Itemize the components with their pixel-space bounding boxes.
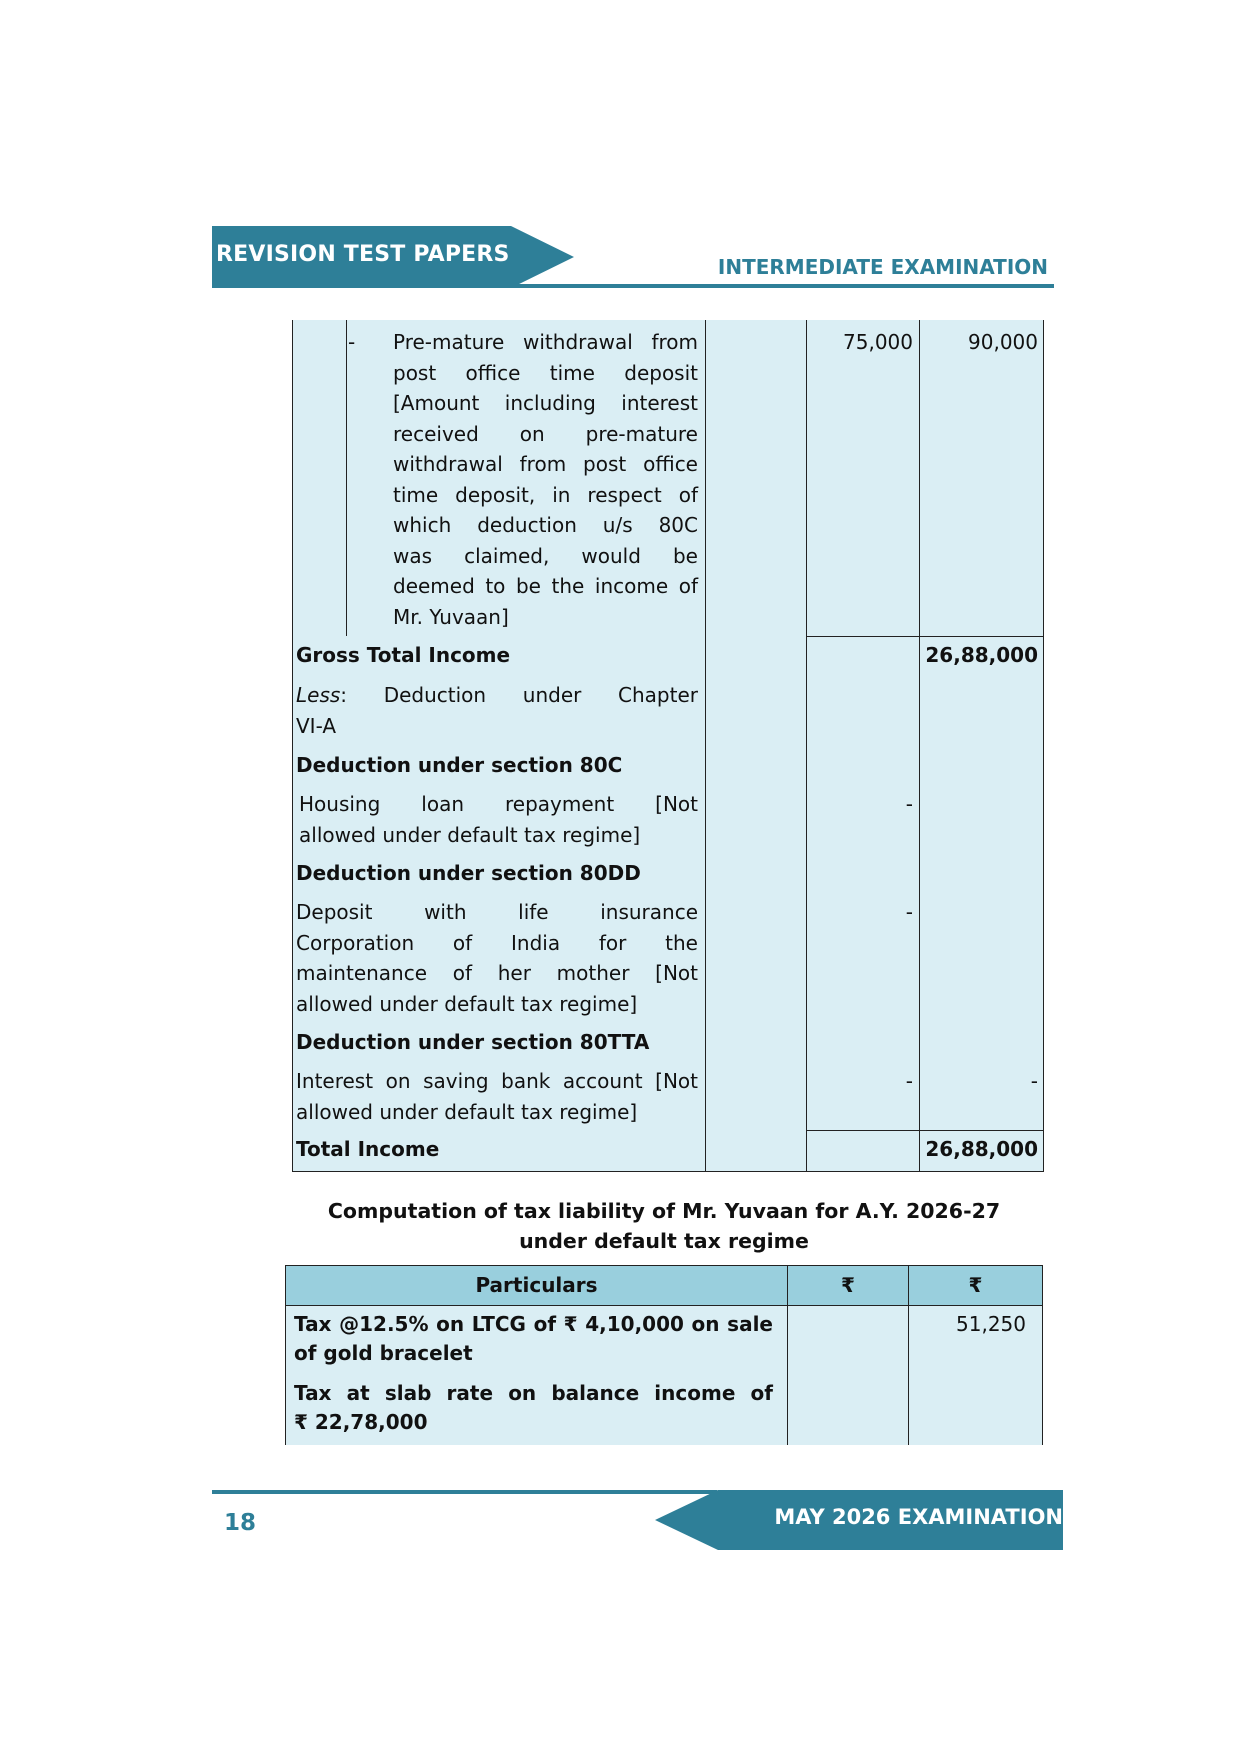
tax-section-title-line-1: Computation of tax liability of Mr. Yuvaan for A.Y. 2026-27 <box>327 1199 1001 1223</box>
lic-value: - <box>905 900 913 924</box>
tax-col-rupee-2: ₹ <box>968 1273 983 1297</box>
housing-loan-line-2: allowed under default tax regime] <box>299 822 641 847</box>
tax-table-right-border <box>1042 1265 1043 1445</box>
income-table-right-border <box>1043 320 1044 1172</box>
header-rule <box>212 284 1054 288</box>
tax-section-title <box>284 1196 1044 1256</box>
income-table-rule-total <box>806 1130 1043 1131</box>
tax-row-1-value-2: 51,250 <box>956 1312 1026 1336</box>
housing-loan-line-1: Housing loan repayment [Not <box>299 792 698 816</box>
savings-line-1: Interest on saving bank account [Not <box>296 1069 698 1093</box>
header-right-title: INTERMEDIATE EXAMINATION <box>717 255 1048 279</box>
income-table-rule-gti <box>806 636 1043 637</box>
withdrawal-bullet: - <box>348 330 356 354</box>
savings-value-2: - <box>1030 1069 1038 1093</box>
less-rest: : Deduction under Chapter <box>340 683 698 707</box>
less-deduction-line-1 <box>296 680 698 711</box>
tax-row-2-line-1: Tax at slab rate on balance income of <box>294 1381 773 1405</box>
housing-loan-value: - <box>905 792 913 816</box>
tax-row-2-line-2: ₹ 22,78,000 <box>294 1410 428 1434</box>
sec80dd-heading: Deduction under section 80DD <box>296 861 641 885</box>
lic-line-1: Deposit with life insurance <box>296 900 698 924</box>
less-deduction-line-2: VI-A <box>296 713 337 738</box>
lic-line-3: maintenance of her mother [Not <box>296 961 698 985</box>
income-table-bottom-border <box>292 1171 1044 1172</box>
withdrawal-line-5: withdrawal from post office <box>393 452 698 476</box>
withdrawal-line-10: Mr. Yuvaan] <box>393 604 509 629</box>
tax-col-rupee-1: ₹ <box>841 1273 855 1297</box>
less-word: Less <box>296 683 341 707</box>
footer-banner <box>655 1490 1063 1550</box>
income-table-bullet-border <box>346 320 347 636</box>
savings-line-2: allowed under default tax regime] <box>296 1099 638 1124</box>
withdrawal-line-9: deemed to be the income of <box>393 574 698 598</box>
total-income-value: 26,88,000 <box>925 1137 1038 1161</box>
page-number: 18 <box>224 1510 257 1536</box>
lic-line-2: Corporation of India for the <box>296 930 698 955</box>
header-left-title: REVISION TEST PAPERS <box>216 242 510 267</box>
withdrawal-line-2: post office time deposit <box>393 360 698 385</box>
footer-rule <box>212 1490 717 1494</box>
tax-section-title-line-2: under default tax regime <box>519 1229 809 1253</box>
footer-exam-label: MAY 2026 EXAMINATION <box>774 1505 1063 1529</box>
sec80c-heading: Deduction under section 80C <box>296 753 623 777</box>
withdrawal-line-4: received on pre-mature <box>393 421 698 446</box>
total-income-label: Total Income <box>296 1137 440 1161</box>
income-table-left-border <box>292 320 293 1172</box>
header-banner <box>212 226 574 288</box>
tax-row-1-line-2: of gold bracelet <box>294 1341 473 1365</box>
withdrawal-amount-2: 90,000 <box>968 330 1038 354</box>
gross-total-income-label: Gross Total Income <box>296 643 511 667</box>
withdrawal-line-1: Pre-mature withdrawal from <box>393 330 698 354</box>
income-table-col2-border <box>806 320 807 1172</box>
withdrawal-line-7: which deduction u/s 80C <box>393 513 698 537</box>
withdrawal-line-6: time deposit, in respect of <box>393 482 698 507</box>
tax-table-top-border <box>285 1265 1043 1266</box>
income-table-col1-border <box>705 320 706 1172</box>
tax-col-particulars: Particulars <box>475 1273 598 1297</box>
sec80tta-heading: Deduction under section 80TTA <box>296 1030 650 1054</box>
lic-line-4: allowed under default tax regime] <box>296 991 638 1016</box>
tax-row-1-line-1: Tax @12.5% on LTCG of ₹ 4,10,000 on sale <box>294 1312 773 1336</box>
withdrawal-line-8: was claimed, would be <box>393 543 698 568</box>
savings-value-1: - <box>905 1069 913 1093</box>
income-table-col3-border <box>919 320 920 1172</box>
tax-table-header-rule <box>285 1305 1043 1306</box>
withdrawal-amount-1: 75,000 <box>843 330 913 354</box>
gross-total-income-value: 26,88,000 <box>925 643 1038 667</box>
withdrawal-line-3: [Amount including interest <box>393 391 698 415</box>
